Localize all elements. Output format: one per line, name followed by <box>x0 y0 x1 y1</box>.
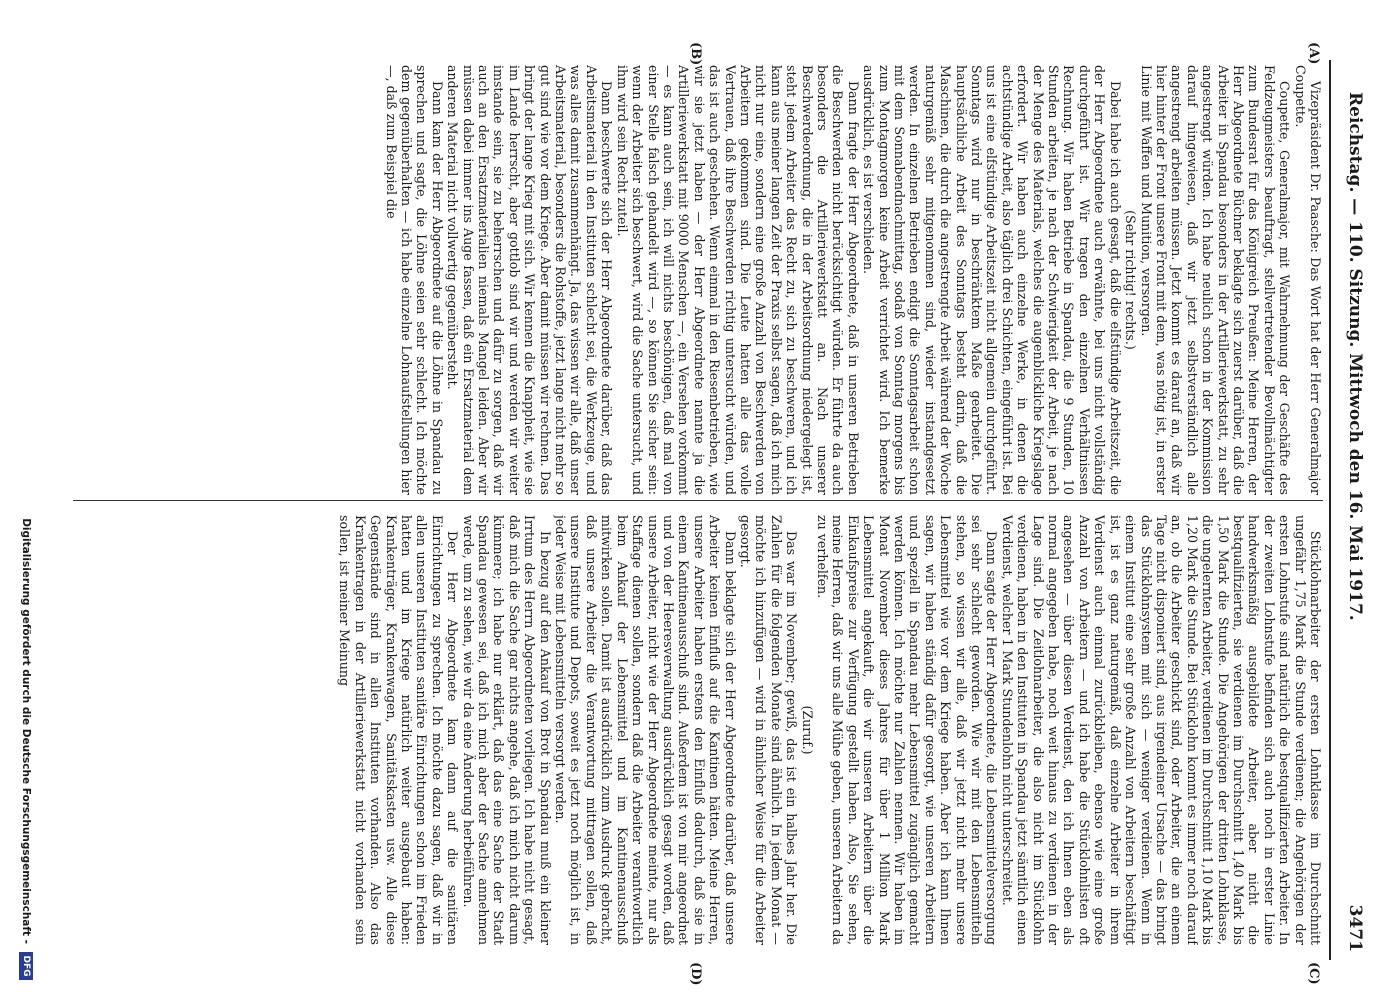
paragraph: In bezug auf den Ankauf von Brot in Spandau muß ein kleiner Irrtum des Herrn Abgeordneten vorliegen. Ich habe nicht gesagt, daß mich die Sache gar nichts angehe, daß ich mich nicht darum kümmere; ich habe nur erklärt, daß das eine Sache der Stadt Spandau gewesen sei, daß ich mich aber der Sache annehmen werde, um zu sehen, wie wir da eine Änderung herbeiführen. <box>460 515 553 945</box>
paragraph: Dann fragte der Herr Abgeordnete, daß in unseren Betrieben die Beschwerden nicht berücksichtigt würden. Er führte da auch besonders die Artilleriewerkstatt an. Nach unserer Beschwerdeordnung, die in der Arbeitsordnung niedergelegt ist, steht jedem Arbeiter das Recht zu, sich zu beschweren, und ich kann aus meiner langen Zeit der Praxis selbst sagen, daß ich mich nicht nur eine, sondern eine große Anzahl von Beschwerden von Arbeitern gekommen sind. Die Leute hatten alle das volle Vertrauen, daß ihre Beschwerden richtig untersucht würden, und das ist auch geschehen. Wenn einmal in den Riesenbetrieben, wie wir sie jetzt haben — der Herr Abgeordnete nannte ja die Artilleriewerkstatt mit 9000 Menschen —, ein Versehen vorkommt — es kann auch sein, ich will nichts beschönigen, daß mal von einer Stelle falsch gehandelt wird —, so können Sie sicher sein: wenn der Arbeiter sich beschwert, wird die Sache untersucht, und ihm wird sein Recht zuteil. <box>614 65 861 495</box>
page-title: Reichstag. — 110. Sitzung. Mittwoch den 16. Mai 1917. <box>1345 92 1365 621</box>
page-number: 3471 <box>1345 904 1365 952</box>
margin-marker-c: (C) <box>1306 962 1321 985</box>
paragraph: Das war im November; gewiß, das ist ein halbes Jahr her. Die Zahlen für die folgenden Monate sind ähnlich. In jedem Monat — möchte ich hinzufügen — wird in ähnlicher Weise für die Arbeiter gesorgt. <box>737 515 800 945</box>
paragraph: Dann beschwerte sich der Herr Abgeordnete darüber, daß das Arbeitsmaterial in den Instituten schlecht sei, die Werkzeuge, und was alles damit zusammenhängt. Ja, das wissen wir alle, daß unser Arbeitsmaterial, besonders die Rohstoffe, jetzt lange nicht mehr so gut sind wie vor dem Kriege. Aber damit müssen wir rechnen. Das bringt der lange Krieg mit sich. Wir kennen die Knappheit, wie sie im Lande herrscht, aber gottlob sind wir und werden wir weiter imstande sein, sie zu beherrschen und dafür zu sorgen, daß wir auch an den Ersatzmaterialien niemals Mangel leiden. Aber wir müssen dabei immer ins Auge fassen, daß ein Ersatzmaterial dem anderen Material nicht vollwertig gegenübersteht. <box>445 65 615 495</box>
page-header <box>1335 62 1375 952</box>
paragraph: Der Herr Abgeordnete kam dann auf die sanitären Einrichtungen zu sprechen. Ich möchte dazu sagen, daß wir in allen unseren Instituten sanitäre Einrichtungen schon im Frieden hatten und im Kriege natürlich weiter ausgebaut haben: Krankenträger, Krankenwagen, Sanitätskasten usw. Alle diese Gegenstände sind in allen Instituten vorhanden. Also das Krankentragen in der Artilleriewerkstatt nicht vorhanden sein sollen, ist meiner Meinung <box>337 515 461 945</box>
paragraph: Coupette, Generalmajor, mit Wahrnehmung der Geschäfte des Feldzeugmeisters beauftragt, stellvertretender Bevollmächtigter zum Bundesrat für das Königreich Preußen: Meine Herren, der Herr Abgeordnete Büchner beklagte sich zuerst darüber, daß die Arbeiter in Spandau besonders in der Artilleriewerkstatt, zu sehr angestrengt würden. Ich habe neulich schon in der Kommission darauf hingewiesen, daß wir jetzt selbstverständlich alle angestrengt arbeiten müssen. Jetzt kommt es darauf an, daß wir hier hinter der Front unsere Front mit dem, was nötig ist, in erster Linie mit Waffen und Munition, versorgen. <box>1138 65 1293 495</box>
dfg-logo: DFG <box>19 952 33 980</box>
paragraph: Dabei habe ich auch gesagt, daß die elfstündige Arbeitszeit, die der Herr Abgeordnete auch erwähnte, bei uns nicht vollständig durchgeführt ist. Wir tragen den einzelnen Verhältnissen Rechnung. Wir haben Betriebe in Spandau, die 9 Stunden, 10 Stunden arbeiten, je nach der Schwierigkeit der Arbeit, je nach der Menge des Materials, welches die augenblickliche Kriegslage erfordert. Wir haben auch einzelne Werke, in denen die achtstündige Arbeit, also täglich drei Schichten, eingeführt ist. Bei uns ist eine elfstündige Arbeitszeit nicht allgemein durchgeführt. Sonntags wird nur in beschränktem Maße gearbeitet. Die hauptsächliche Arbeit des Sonntags besteht darin, daß die Maschinen, die durch die angestrengte Arbeit während der Woche naturgemäß sehr mitgenommen sind, wieder instandgesetzt werden. In einzelnen Betrieben endigt die Sonntagsarbeit schon mit dem Sonnabendnachmittag, sodaß von Sonntag morgens bis zum Montagmorgen keine Arbeit verrichtet wird. Ich bemerke ausdrücklich, es ist verschieden. <box>861 65 1123 495</box>
header-rule <box>1329 60 1331 960</box>
interjection: (Zuruf.) <box>799 705 815 755</box>
left-column <box>63 65 1323 495</box>
paragraph: Dann kam der Herr Abgeordnete auf die Löhne in Spandau zu sprechen und sagte, die Löhne seien sehr schlecht. Ich möchte dem gegenüberhalten — ich habe einzelne Lohnaufstellungen hier —, daß zum Beispiel die <box>383 65 445 495</box>
right-column <box>63 515 1323 945</box>
paragraph: Dann sagte der Herr Abgeordnete, die Lebensmittelversorgung sei sehr schlecht geworden. Wie wir mit den Lebensmitteln stehen, so wissen wir alle, daß wir jetzt nicht mehr unsere Lebensmittel wie vor dem Kriege haben. Aber ich kann Ihnen sagen, wir haben ständig dafür gesorgt, wie unseren Arbeitern und speziell in Spandau mehr Lebensmittel zugänglich gemacht werden können. Ich möchte nur Zahlen nennen. Wir haben im Monat November dieses Jahres für über 1 Million Mark Lebensmittel angekauft, die wir unseren Arbeitern über die Einkaufspreise zur Verfügung gestellt haben. Also, Sie sehen, meine Herren, daß wir uns alle Mühe geben, unseren Arbeitern da zu verhelfen. <box>815 515 1000 945</box>
paragraph: Dann beklagte sich der Herr Abgeordnete darüber, daß unsere Arbeiter keinen Einfluß auf die Kantinen hätten. Meine Herren, unsere Arbeiter haben erstens den Einfluß dadurch, daß sie in einem Kantinenausschuß sind. Außerdem ist von mir angeordnet und von der Heeresverwaltung ausdrücklich gesagt worden, daß unsere Arbeiter, nicht wie der Herr Abgeordnete meinte, nur als Staffage dienen sollen, sondern daß die Arbeiter verantwortlich beim Ankauf der Lebensmittel und im Kantinenausschuß mitwirken sollen. Damit ist ausdrücklich zum Ausdruck gebracht, daß unsere Arbeiter die Verantwortung mittragen sollen, daß unsere Institute und Depots, soweit es jetzt noch möglich ist, in jeder Weise mit Lebensmitteln versorgt werden. <box>553 515 738 945</box>
paragraph: Vizepräsident Dr. Paasche: Das Wort hat der Herr Generalmajor Coupette. <box>1292 65 1323 495</box>
digitization-footer <box>11 0 41 1000</box>
paragraph: Stücklohnarbeiter der ersten Lohnklasse im Durchschnitt ungefähr 1,75 Mark die Stunde verdienen; die Angehörigen der ersten Lohnstufe sind natürlich die bestqualifizierten Arbeiter. In der zweiten Lohnstufe befinden sich auch noch in erster Linie handwerksmäßig ausgebildete Arbeiter, aber nicht die bestqualifizierten, sie verdienen im Durchschnitt 1,40 Mark bis 1,50 Mark die Stunde. Die Angehörigen der dritten Lohnklasse, die ungelernten Arbeiter, verdienen im Durchschnitt 1,10 Mark bis 1,20 Mark die Stunde. Bei Stücklohn kommt es immer noch darauf an, ob die Arbeiter geschickt sind, oder Arbeiter, die an einem Tage nicht disponiert sind, aus irgendeiner Ursache — das bringt das Stücklohnsystem mit sich — weniger verdienen. Wenn in einem Institut eine sehr große Anzahl von Arbeitern beschäftigt ist, ist es ganz naturgemäß, daß einzelne Arbeiter in ihrem Verdienst auch einmal zurückbleiben, ebenso wie eine große Anzahl von Arbeitern — und ich habe die Stücklohnlisten oft angesehen — über diesen Verdienst, den ich Ihnen eben als normal angegeben habe, noch weit hinaus zu verdienen in der Lage sind. Die Zeitlohnarbeiter, die also nicht im Stücklohn verdienen, haben in den Instituten in Spandau jetzt sämtlich einen Verdienst, welcher 1 Mark Stundenlohn nicht unterschreitet. <box>999 515 1323 945</box>
interjection: (Sehr richtig! rechts.) <box>1123 210 1139 350</box>
column-divider <box>73 500 1323 501</box>
footer-text: Digitalisierung gefördert durch die Deutsche Forschungsgemeinschaft - <box>20 518 32 944</box>
margin-marker-b: (B) <box>688 42 703 66</box>
margin-marker-d: (D) <box>688 962 703 986</box>
margin-marker-a: (A) <box>1306 42 1321 65</box>
